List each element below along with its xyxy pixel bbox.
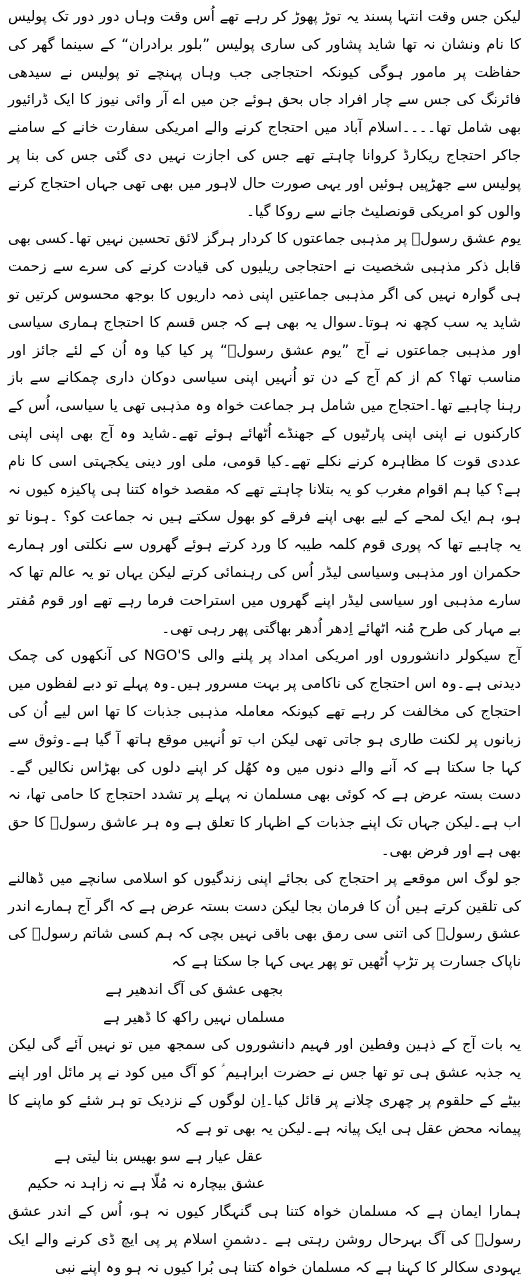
- article-paragraph: لیکن جس وقت انتہا پسند یہ توڑ پھوڑ کر رہے تھے اُس وقت وہاں دور دور تک پولیس کا نام ونشان نہ تھا شاید پشاور کی ساری پولیس ”بلور برادران“ کے سینما گھر کی حفاظت پر مامور ہوگی کیونکہ احتجاجی جب وہاں پہنچے تو پولیس نے سیدھی فائرنگ کی جس سے چار افراد جاں بحق ہوئے جن میں اے آر وائی نیوز کا ایک ڈرائیور بھی شامل تھا۔۔۔۔اسلام آباد میں احتجاج کرنے والے امریکی سفارت خانے کے سامنے جاکر احتجاج ریکارڈ کروانا چاہتے تھے جس کی اجازت نہیں دی گئی جس کی بنا پر پولیس سے جھڑپیں ہوئیں اور یہی صورت حال لاہور میں بھی تھی جہاں احتجاج کرنے والوں کو امریکی قونصلیٹ جانے سے روکا گیا۔: [8, 9, 521, 220]
- article-paragraph: ہمارا ایمان ہے کہ مسلمان خواہ کتنا ہی گنہگار کیوں نہ ہو، اُس کے اندر عشق رسولؐ کی آگ بہرحال روشن رہتی ہے ۔دشمنِ اسلام پر پی ایچ ڈی کرنے والے ایک یہودی سکالر کا کہنا ہے کہ مسلمان خواہ کتنا ہی بُرا کیوں نہ ہو وہ اپنے نبی: [8, 1204, 521, 1276]
- article-paragraph: جو لوگ اس موقعے پر احتجاج کی بجائے اپنی زندگیوں کو اسلامی سانچے میں ڈھالنے کی تلقین کرتے ہیں اُن کا فرمان بجا لیکن دست بستہ عرض ہے کہ اگر آج ہمارے اندر عشق رسولؐ کی اتنی سی رمق بھی باقی نہیں بچی کہ ہم کسی شاتم رسولؐ کی ناپاک جسارت پر تڑپ اُٹھیں تو پھر یہی کہا جا سکتا ہے کہ: [8, 870, 521, 971]
- article-paragraph: یوم عشق رسولؐ پر مذہبی جماعتوں کا کردار ہرگز لائق تحسین نہیں تھا۔کسی بھی قابل ذکر مذہبی شخصیت نے احتجاجی ریلیوں کی قیادت کرنے کی سرے سے زحمت ہی گوارہ نہیں کی اگر مذہبی جماعتیں اپنی ذمہ داریوں کا بوجھ محسوس کرتیں تو شاید یہ سب کچھ نہ ہوتا۔سوال یہ بھی ہے کہ جس قسم کا احتجاج ہماری سیاسی اور مذہبی جماعتوں نے آج ”یوم عشق رسولؐ“ پر کیا کیا وہ اُن کے لئے جائز اور مناسب تھا؟ کم از کم آج کے دن تو اُنہیں اپنی سیاسی دوکان داری چمکانے سے باز رہنا چاہیے تھا۔احتجاج میں شامل ہر جماعت خواہ وہ مذہبی تھی یا سیاسی، اُس کے کارکنوں نے اپنی اپنی پارٹیوں کے جھنڈے اُٹھائے ہوئے تھے۔شاید وہ آج بھی اپنی اپنی عددی قوت کا مظاہرہ کرنے نکلے تھے۔کیا قومی، ملی اور دینی یکجہتی اسی کا نام ہے؟ کیا ہم اقوام مغرب کو یہ بتلانا چاہتے تھے کہ مقصد خواہ کتنا ہی پاکیزہ کیوں نہ ہو، ہم ایک لمحے کے لیے بھی اپنے فرقے کو بھول سکتے ہیں نہ جماعت کو؟ ۔ہونا تو یہ چاہیے تھا کہ پوری قوم کلمہ طیبہ کا ورد کرتے ہوئے گھروں سے نکلتی اور ہمارے حکمران اور مذہبی وسیاسی لیڈر اُس کی رہنمائی کرتے لیکن یہاں تو یہ عالم تھا کہ سارے مذہبی اور سیاسی لیڈر اپنے گھروں میں استراحت فرما رہے تھے اور قوم مُفتر بے مہار کی طرح مُنہ اٹھائے اِدھر اُدھر بھاگتی پھر رہی تھی۔: [8, 231, 521, 637]
- verse-line: عشق بیچارہ نہ مُلّا ہے نہ زاہد نہ حکیم: [27, 1176, 265, 1193]
- verse-line: بجھی عشق کی آگ اندھیر ہے: [105, 981, 283, 998]
- article-paragraph: یہ بات آج کے ذہین وفطین اور فہیم دانشوروں کی سمجھ میں تو نہیں آئے گی لیکن یہ جذبہ عشق ہی تو تھا جس نے حضرت ابراہیم ؑ کو آگ میں کود نے پر مائل اور اپنے بیٹے کے حلقوم پر چھری چلانے پر قائل کیا۔اِن لوگوں کے نزدیک تو ہر شئے کو ماپنے کا پیمانہ محض عقل ہی ایک پیانہ ہے۔لیکن یہ بھی تو ہے کہ: [8, 1037, 521, 1137]
- article-paragraph: آج سیکولر دانشوروں اور امریکی امداد پر پلنے والی NGO'S کی آنکھوں کی چمک دیدنی ہے۔وہ اس احتجاج کی ناکامی پر بہت مسرور ہیں۔وہ پہلے تو دبے لفظوں میں احتجاج کی مخالفت کر رہے تھے کیونکہ معاملہ مذہبی جذبات کا تھا اس لیے اُن کی زبانوں پر لکنت طاری ہو جاتی تھی لیکن اب تو اُنہیں موقع ہاتھ آ گیا ہے۔وثوق سے کہا جا سکتا ہے کہ آنے والے دنوں میں وہ کھُل کر اپنے دلوں کی بھڑاس نکالیں گے۔دست بستہ عرض ہے کہ کوئی بھی مسلمان نہ پہلے پر تشدد احتجاج کا حامی تھا، نہ اب ہے۔لیکن جہاں تک اپنے جذبات کے اظہار کا تعلق ہے وہ ہر عاشق رسولؐ کا حق بھی ہے اور فرض بھی۔: [8, 648, 521, 859]
- verse-line: مسلماں نہیں راکھ کا ڈھیر ہے: [103, 1009, 285, 1026]
- verse-line: عقل عیار ہے سو بھیس بنا لیتی ہے: [54, 1148, 263, 1165]
